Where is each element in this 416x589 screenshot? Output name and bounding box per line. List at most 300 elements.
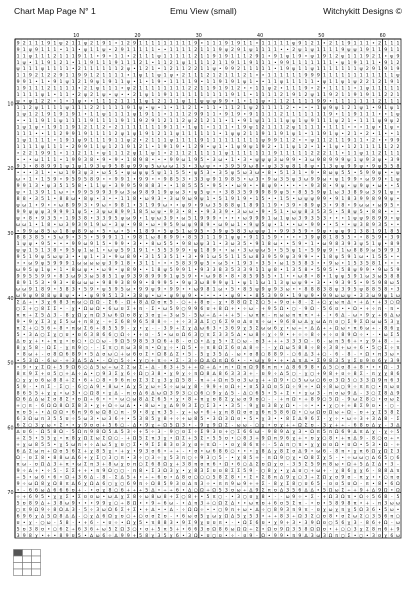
stitch-symbol: ψ [17,203,20,208]
stitch-symbol: 8 [384,494,387,500]
stitch-symbol: • [243,385,246,390]
stitch-symbol: • [127,294,130,299]
stitch-symbol: 5 [347,235,350,241]
stitch-symbol: ʊ [243,411,246,416]
stitch-symbol: 5 [47,241,50,247]
stitch-symbol: 9 [323,99,326,105]
stitch-symbol: 1 [41,170,44,176]
stitch-symbol: 5 [59,416,62,422]
stitch-symbol: 2 [115,47,118,53]
stitch-symbol: ʊ [72,488,75,493]
stitch-symbol: 9 [109,235,112,241]
stitch-symbol: 6 [341,520,344,526]
stitch-symbol: 5 [200,228,203,234]
stitch-symbol: 1 [59,105,62,111]
stitch-symbol: ÷ [359,333,363,338]
stitch-symbol: χ [372,411,375,416]
stitch-symbol: 1 [268,150,271,156]
stitch-symbol: Ω [35,481,39,487]
stitch-symbol: ∆ [297,416,302,422]
stitch-symbol: π [378,307,381,312]
stitch-symbol: 1 [78,118,81,124]
stitch-symbol: ω [71,275,75,280]
stitch-symbol: 9 [323,196,326,202]
stitch-symbol: • [102,521,105,526]
stitch-symbol: • [397,190,400,195]
stitch-symbol: 3 [243,377,246,383]
stitch-symbol: 2 [133,138,136,144]
stitch-symbol: 8 [59,274,62,280]
stitch-symbol: - [373,469,375,474]
stitch-symbol: ʊ [182,430,185,435]
stitch-symbol: 1 [72,209,75,215]
stitch-symbol: χ [280,482,283,487]
stitch-symbol: 6 [72,449,75,455]
stitch-symbol: 1 [249,118,252,124]
stitch-symbol: ψ [194,249,197,254]
stitch-symbol: 1 [219,86,222,92]
stitch-symbol: - [317,495,319,500]
stitch-symbol: ψ [249,126,252,131]
stitch-symbol: 9 [354,274,357,280]
stitch-symbol: 1 [384,189,387,195]
stitch-symbol: • [286,307,289,312]
stitch-symbol: 1 [29,86,32,92]
stitch-symbol: 1 [84,248,87,254]
stitch-symbol: Ω [347,410,351,416]
stitch-symbol: • [72,255,75,260]
stitch-symbol: 1 [29,92,32,98]
stitch-symbol: 5 [102,449,105,455]
stitch-symbol: Σ [29,449,32,455]
stitch-symbol: ∆ [291,468,296,474]
stitch-symbol: 9 [133,254,136,260]
stitch-symbol: 9 [280,520,283,526]
stitch-symbol: ω [90,281,94,286]
stitch-symbol: 3 [139,261,142,267]
stitch-symbol: + [84,468,88,474]
stitch-symbol: 1 [188,267,191,273]
stitch-symbol: 1 [96,138,99,144]
stitch-symbol: • [170,476,173,481]
stitch-symbol: • [29,171,32,176]
stitch-symbol: 9 [378,228,381,234]
stitch-symbol: Σ [360,403,363,409]
stitch-symbol: 5 [188,215,191,221]
stitch-symbol: 3 [207,267,210,273]
stitch-symbol: 9 [194,112,197,118]
stitch-symbol: 8 [292,481,295,487]
stitch-symbol: - [78,508,80,513]
stitch-symbol: 5 [354,261,357,267]
stitch-symbol: 9 [23,228,26,234]
stitch-symbol: 9 [243,481,246,487]
stitch-symbol: 5 [66,449,69,455]
stitch-symbol: ψ [347,48,350,53]
stitch-symbol: 1 [182,150,185,156]
stitch-symbol: 3 [323,215,326,221]
stitch-symbol: + [378,520,382,526]
stitch-symbol: 1 [341,40,344,46]
stitch-symbol: 5 [298,267,301,273]
stitch-symbol: 8 [127,500,130,506]
stitch-symbol: Σ [317,416,320,422]
stitch-symbol: • [372,482,375,487]
stitch-symbol: ʊ [329,482,332,487]
stitch-symbol: 9 [390,248,393,254]
stitch-symbol: • [268,521,271,526]
stitch-symbol: 1 [78,40,81,46]
stitch-symbol: • [78,307,81,312]
stitch-symbol: 1 [29,202,32,208]
stitch-symbol: Σ [90,436,93,442]
stitch-symbol: 9 [66,209,69,215]
stitch-symbol: - [152,333,154,338]
stitch-symbol: ʊ [249,385,252,390]
stitch-symbol: • [390,132,393,137]
stitch-symbol: 9 [66,248,69,254]
stitch-symbol: • [323,404,326,409]
stitch-symbol: 6 [213,449,216,455]
stitch-symbol: 1 [47,196,50,202]
stitch-symbol: 1 [396,47,399,53]
stitch-symbol: 3 [78,235,81,241]
stitch-symbol: ÷ [47,501,51,506]
stitch-symbol: 6 [384,513,387,519]
stitch-symbol: • [207,184,210,189]
stitch-symbol: 1 [243,105,246,111]
stitch-symbol: 3 [151,455,154,461]
stitch-symbol: 8 [249,202,252,208]
stitch-symbol: ʊ [231,443,234,448]
stitch-symbol: Ω [366,351,370,357]
stitch-symbol: 9 [23,79,26,85]
stitch-symbol: 1 [102,60,105,66]
stitch-symbol: ∆ [303,487,308,493]
stitch-symbol: 1 [41,267,44,273]
stitch-symbol: 3 [78,475,81,481]
stitch-symbol: 9 [84,423,87,429]
stitch-symbol: 1 [213,287,216,293]
stitch-symbol: 6 [347,338,350,344]
stitch-symbol: 1 [372,79,375,85]
stitch-symbol: ω [255,430,259,435]
stitch-symbol: 1 [298,131,301,137]
stitch-symbol: 8 [109,462,112,468]
stitch-symbol: 3 [66,300,69,306]
stitch-symbol: 8 [354,189,357,195]
stitch-symbol: 9 [84,73,87,79]
stitch-symbol: - [342,398,344,403]
stitch-symbol: 1 [354,157,357,163]
stitch-symbol: 1 [176,118,179,124]
stitch-symbol: • [47,80,50,85]
stitch-symbol: 1 [29,254,32,260]
stitch-symbol: π [354,326,357,331]
stitch-symbol: 8 [158,371,161,377]
stitch-symbol: ʊ [323,443,326,448]
stitch-symbol: • [158,488,161,493]
stitch-symbol: ω [163,203,167,208]
stitch-symbol: 9 [323,371,326,377]
stitch-symbol: 9 [23,364,26,370]
stitch-symbol: 5 [72,248,75,254]
stitch-symbol: 9 [249,468,252,474]
stitch-symbol: π [72,326,75,331]
stitch-symbol: 2 [396,144,399,150]
stitch-symbol: ʊ [151,450,154,455]
stitch-symbol: ʊ [231,488,234,493]
stitch-symbol: ψ [41,67,44,72]
stitch-symbol: 3 [164,325,167,331]
stitch-symbol: 1 [109,112,112,118]
stitch-symbol: 9 [396,241,399,247]
stitch-symbol: 1 [341,105,344,111]
stitch-symbol: 6 [378,455,381,461]
stitch-symbol: 1 [396,79,399,85]
stitch-symbol: 1 [96,60,99,66]
stitch-symbol: 5 [35,274,38,280]
stitch-symbol: 9 [23,513,26,519]
stitch-symbol: 9 [176,293,179,299]
stitch-symbol: χ [335,508,338,513]
stitch-symbol: ω [200,164,204,169]
stitch-symbol: 1 [372,112,375,118]
stitch-symbol: • [348,203,351,208]
stitch-symbol: • [47,527,50,532]
stitch-symbol: 5 [372,345,375,351]
stitch-symbol: 1 [96,99,99,105]
stitch-symbol: 3 [84,157,87,163]
stitch-symbol: ψ [237,145,240,150]
stitch-symbol: 9 [323,53,326,59]
stitch-symbol: 9 [139,280,142,286]
stitch-symbol: 9 [354,60,357,66]
stitch-symbol: ψ [231,132,234,137]
stitch-symbol: ψ [305,119,308,124]
stitch-symbol: + [47,533,51,539]
stitch-symbol: + [175,364,179,370]
stitch-symbol: 1 [47,92,50,98]
stitch-symbol: 1 [158,138,161,144]
stitch-symbol: Σ [151,442,154,448]
stitch-symbol: 9 [213,274,216,280]
stitch-symbol: 9 [72,131,75,137]
stitch-symbol: ω [212,514,216,519]
stitch-symbol: 5 [213,475,216,481]
stitch-symbol: ∆ [22,449,27,455]
stitch-symbol: ω [249,307,253,312]
stitch-symbol: ω [182,216,186,221]
stitch-symbol: 9 [17,163,20,169]
stitch-symbol: • [170,359,173,364]
stitch-symbol: 3 [341,189,344,195]
stitch-symbol: 8 [164,235,167,241]
stitch-symbol: 9 [323,293,326,299]
stitch-symbol: 1 [139,112,142,118]
stitch-symbol: ψ [292,145,295,150]
stitch-symbol: • [323,126,326,131]
stitch-symbol: ψ [84,93,87,98]
stitch-symbol: 3 [176,455,179,461]
stitch-symbol: χ [164,404,167,409]
stitch-symbol: 3 [72,287,75,293]
stitch-symbol: Σ [115,526,118,532]
stitch-symbol: 1 [188,92,191,98]
stitch-symbol: 8 [274,507,277,513]
stitch-symbol: 8 [274,351,277,357]
stitch-symbol: • [243,100,246,105]
stitch-symbol: 1 [298,118,301,124]
stitch-symbol: 3 [115,183,118,189]
stitch-symbol: 8 [72,436,75,442]
stitch-symbol: ∆ [303,319,308,325]
stitch-symbol: - [391,339,393,344]
stitch-symbol: 5 [109,429,112,435]
stitch-symbol: • [243,177,246,182]
stitch-symbol: 3 [29,358,32,364]
stitch-symbol: 2 [72,144,75,150]
stitch-symbol: ʊ [298,469,301,474]
stitch-symbol: ω [378,320,382,325]
stitch-symbol: ʊ [90,495,93,500]
stitch-symbol: 3 [139,416,142,422]
stitch-symbol: 1 [109,105,112,111]
stitch-symbol: ʊ [213,469,216,474]
stitch-symbol: 1 [133,73,136,79]
stitch-symbol: 8 [341,202,344,208]
stitch-symbol: 8 [158,267,161,273]
stitch-symbol: ∆ [242,345,247,351]
stitch-symbol: 2 [366,79,369,85]
stitch-symbol: • [139,326,142,331]
stitch-symbol: • [53,268,56,273]
stitch-symbol: ω [200,326,204,331]
stitch-symbol: 9 [378,377,381,383]
stitch-symbol: ω [218,158,222,163]
stitch-symbol: 5 [151,170,154,176]
stitch-symbol: Σ [225,423,228,429]
stitch-symbol: ω [59,223,63,228]
stitch-symbol: ψ [151,216,154,221]
stitch-symbol: 1 [360,112,363,118]
stitch-symbol: + [145,507,149,513]
stitch-symbol: ÷ [206,314,210,319]
stitch-symbol: 9 [121,47,124,53]
stitch-symbol: • [243,113,246,118]
stitch-symbol: Ω [298,513,302,519]
stitch-symbol: 9 [47,60,50,66]
stitch-symbol: 6 [127,371,130,377]
stitch-symbol: 1 [341,176,344,182]
stitch-symbol: 1 [200,125,203,131]
stitch-symbol: 1 [59,79,62,85]
stitch-symbol: 3 [207,241,210,247]
stitch-symbol: 8 [145,533,148,539]
stitch-symbol: 6 [256,520,259,526]
stitch-symbol: χ [35,320,38,325]
stitch-symbol: 3 [188,403,191,409]
stitch-symbol: 8 [298,300,301,306]
stitch-symbol: 9 [115,60,118,66]
stitch-symbol: 2 [305,144,308,150]
stitch-symbol: ω [372,249,376,254]
stitch-symbol: 3 [256,176,259,182]
stitch-symbol: 1 [280,138,283,144]
stitch-symbol: 1 [158,60,161,66]
stitch-symbol: 1 [29,112,32,118]
stitch-symbol: 1 [200,53,203,59]
stitch-symbol: 1 [268,40,271,46]
stitch-symbol: 1 [35,53,38,59]
stitch-symbol: ʊ [317,501,320,506]
stitch-symbol: 1 [29,176,32,182]
stitch-symbol: 2 [96,73,99,79]
stitch-symbol: ω [126,352,130,357]
stitch-symbol: • [164,210,167,215]
stitch-symbol: 3 [78,222,81,228]
stitch-symbol: ω [71,443,75,448]
stitch-symbol: - [354,476,356,481]
stitch-symbol: 9 [176,157,179,163]
stitch-symbol: ψ [23,249,26,254]
stitch-symbol: - [262,456,264,461]
stitch-symbol: - [23,488,25,493]
stitch-symbol: 9 [53,163,56,169]
stitch-symbol: ʊ [323,514,326,519]
stitch-symbol: 5 [274,442,277,448]
stitch-symbol: + [35,338,39,344]
stitch-symbol: 9 [268,371,271,377]
stitch-symbol: ψ [305,294,308,299]
stitch-symbol: ψ [206,100,209,105]
stitch-symbol: ψ [262,158,265,163]
stitch-symbol: 1 [115,293,118,299]
stitch-symbol: ○ [126,514,130,519]
stitch-symbol: 9 [133,222,136,228]
stitch-symbol: 5 [341,209,344,215]
stitch-symbol: • [286,333,289,338]
stitch-symbol: 3 [35,189,38,195]
stitch-symbol: 9 [335,183,338,189]
stitch-symbol: 9 [280,319,283,325]
stitch-symbol: 5 [231,390,234,396]
stitch-symbol: ω [96,262,100,267]
stitch-symbol: + [77,319,81,325]
stitch-symbol: • [231,456,234,461]
stitch-symbol: 2 [366,66,369,72]
stitch-symbol: 8 [335,449,338,455]
stitch-symbol: 1 [323,47,326,53]
stitch-symbol: • [335,514,338,519]
stitch-symbol: + [280,358,284,364]
stitch-symbol: 2 [78,150,81,156]
stitch-symbol: 3 [243,248,246,254]
stitch-symbol: χ [145,326,148,331]
stitch-symbol: 9 [207,215,210,221]
stitch-symbol: Σ [139,377,142,383]
stitch-symbol: 1 [341,196,344,202]
stitch-symbol: π [323,463,326,468]
stitch-symbol: 9 [329,248,332,254]
stitch-symbol: π [231,508,234,513]
stitch-symbol: ∆ [89,533,94,539]
stitch-symbol: π [354,501,357,506]
stitch-symbol: 3 [200,235,203,241]
stitch-symbol: - [66,430,68,435]
stitch-symbol: 3 [102,196,105,202]
stitch-symbol: 8 [96,449,99,455]
